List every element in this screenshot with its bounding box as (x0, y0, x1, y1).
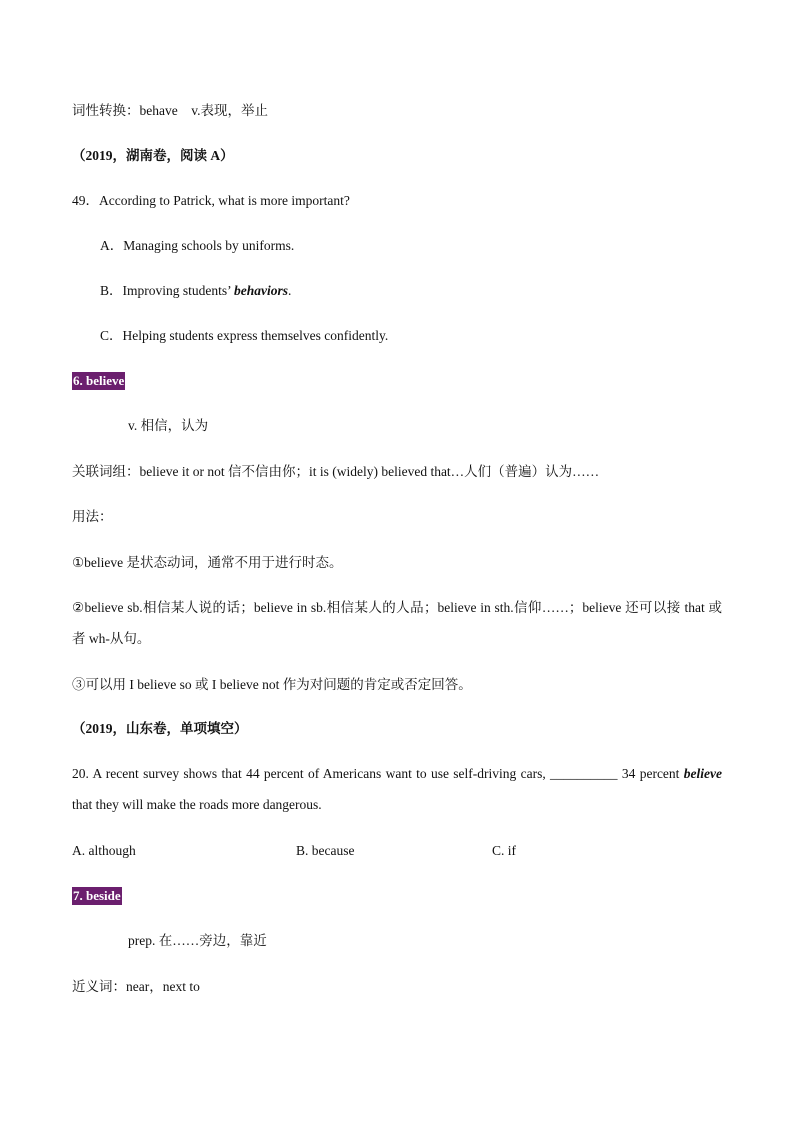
believe-question-emphasis: believe (683, 766, 722, 781)
believe-heading: 6. believe (73, 373, 125, 388)
believe-option-b: B. because (296, 843, 355, 858)
behave-option-b-suffix: . (288, 283, 292, 298)
beside-heading: 7. beside (73, 888, 121, 903)
believe-definition: v. 相信，认为 (128, 418, 209, 433)
behave-option-b (100, 281, 291, 301)
believe-usage-1: ①believe 是状态动词，通常不用于进行时态。 (72, 555, 343, 570)
believe-question-source: （2019，山东卷，单项填空） (72, 721, 248, 736)
believe-related-phrases: 关联词组：believe it or not 信不信由你；it is (widely) believed that…人们（普遍）认为…… (72, 464, 600, 479)
believe-question-prefix: 20. A recent survey shows that 44 percent of Americans want to use self-driving cars, __________ 34 percent (72, 766, 684, 781)
beside-definition: prep. 在……旁边，靠近 (128, 933, 267, 948)
behave-option-c: C．Helping students express themselves confidently. (100, 328, 389, 343)
believe-question-text (72, 758, 722, 820)
beside-synonyms: 近义词：near，next to (72, 979, 200, 994)
believe-usage-label: 用法： (72, 509, 113, 524)
behave-option-b-emphasis: behaviors (234, 283, 288, 298)
behave-option-a: A．Managing schools by uniforms. (100, 238, 295, 253)
behave-question-text: 49．According to Patrick, what is more important? (72, 193, 350, 208)
believe-usage-2: ②believe sb.相信某人说的话；believe in sb.相信某人的人品；believe in sth.信仰……；believe 还可以接 that 或者 wh-从句。 (72, 600, 722, 646)
believe-option-a: A. although (72, 843, 136, 858)
believe-question-suffix: that they will make the roads more dangerous. (72, 797, 322, 812)
behave-word-conversion: 词性转换：behave v.表现，举止 (72, 103, 268, 118)
believe-usage-3: ③可以用 I believe so 或 I believe not 作为对问题的肯定或否定回答。 (72, 677, 472, 692)
believe-option-c: C. if (492, 843, 517, 858)
behave-question-source: （2019，湖南卷，阅读 A） (72, 148, 234, 163)
behave-option-b-prefix: B．Improving students’ (100, 283, 234, 298)
